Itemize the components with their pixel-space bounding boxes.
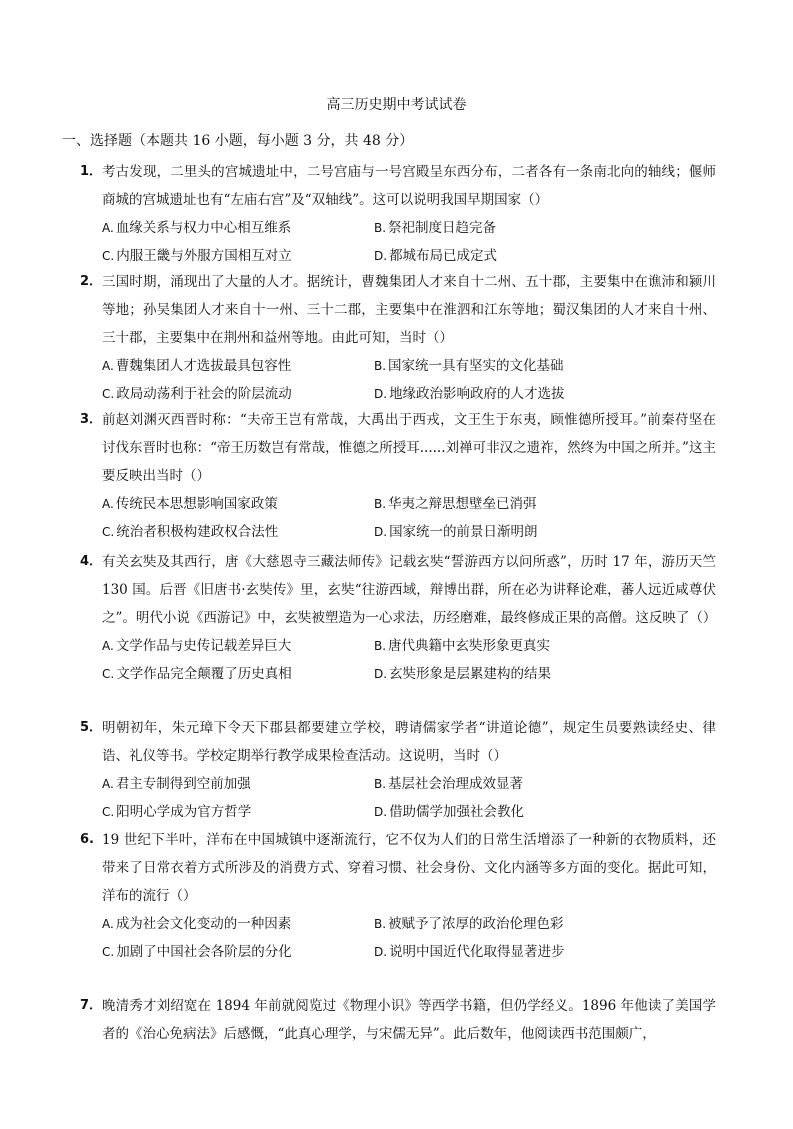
option-b[interactable]: B. 基层社会治理成效显著 (374, 776, 524, 792)
option-b[interactable]: B. 祭祀制度日趋完备 (374, 220, 497, 236)
option-a[interactable]: A. 传统民本思想影响国家政策 (102, 496, 278, 512)
option-d[interactable]: D. 都城布局已成定式 (374, 248, 498, 264)
section-heading: 一、选择题（本题共 16 小题，每小题 3 分，共 48 分） (62, 133, 414, 149)
option-a[interactable]: A. 成为社会文化变动的一种因素 (102, 916, 292, 932)
question-7 (80, 992, 716, 1048)
question-text: 前赵刘渊灭西晋时称：“夫帝王岂有常哉，大禹出于西戎，文王生于东夷，顾惟德所授耳。”前秦苻坚在讨伐东晋时也称：“帝王历数岂有常哉，惟德之所授耳......刘禅可非汉之遗祚，然终为中国之所并。”这主要反映出当时（） (102, 412, 716, 484)
question-text: 晚清秀才刘绍宽在 1894 年前就阅览过《物理小识》等西学书籍，但仍学经义。1896 年他读了美国学者的《治心免病法》后感慨，“此真心理学，与宋儒无异”。此后数年，他阅读西书范围颇广， (102, 998, 716, 1042)
option-d[interactable]: D. 玄奘形象是层累建构的结果 (374, 666, 552, 682)
option-a[interactable]: A. 君主专制得到空前加强 (102, 776, 251, 792)
option-d[interactable]: D. 国家统一的前景日渐明朗 (374, 524, 538, 540)
question-5 (80, 714, 716, 826)
exam-title: 高三历史期中考试试卷 (326, 97, 467, 113)
question-number: 5． (80, 720, 103, 735)
option-c[interactable]: C. 阳明心学成为官方哲学 (102, 804, 252, 820)
option-a[interactable]: A. 文学作品与史传记载差异巨大 (102, 638, 292, 654)
question-1 (80, 158, 716, 270)
option-b[interactable]: B. 被赋予了浓厚的政治伦理色彩 (374, 916, 564, 932)
question-text: 明朝初年，朱元璋下令天下郡县都要建立学校，聘请儒家学者“讲道论德”，规定生员要熟读经史、律诰、礼仪等书。学校定期举行教学成果检查活动。这说明，当时（） (102, 720, 716, 764)
question-text: 19 世纪下半叶，洋布在中国城镇中逐渐流行，它不仅为人们的日常生活增添了一种新的衣物质料，还带来了日常衣着方式所涉及的消费方式、穿着习惯、社会身份、文化内涵等多方面的变化。据此可知，洋布的流行（） (102, 832, 716, 904)
option-d[interactable]: D. 说明中国近代化取得显著进步 (374, 944, 565, 960)
question-text: 有关玄奘及其西行，唐《大慈恩寺三藏法师传》记载玄奘“誓游西方以问所惑”，历时 17 年，游历天竺 130 国。后晋《旧唐书·玄奘传》里，玄奘“往游西域，辩博出群，所在必为讲释论难，蕃人远近咸尊伏之”。明代小说《西游记》中，玄奘被塑造为一心求法，历经磨难，最终修成正果的高僧。这反映了（） (102, 554, 717, 626)
option-b[interactable]: B. 华夷之辩思想壁垒已消弭 (374, 496, 537, 512)
option-c[interactable]: C. 统治者积极构建政权合法性 (102, 524, 279, 540)
question-number: 3． (80, 412, 103, 427)
option-c[interactable]: C. 内服王畿与外服方国相互对立 (102, 248, 292, 264)
option-b[interactable]: B. 国家统一具有坚实的文化基础 (374, 358, 564, 374)
option-b[interactable]: B. 唐代典籍中玄奘形象更真实 (374, 638, 551, 654)
option-d[interactable]: D. 地缘政治影响政府的人才选拔 (374, 386, 565, 402)
question-text: 考古发现，二里头的宫城遗址中，二号宫庙与一号宫殿呈东西分布，二者各有一条南北向的轴线；偃师商城的宫城遗址也有“左庙右宫”及“双轴线”。这可以说明我国早期国家（） (102, 164, 716, 208)
option-c[interactable]: C. 加剧了中国社会各阶层的分化 (102, 944, 292, 960)
option-a[interactable]: A. 血缘关系与权力中心相互维系 (102, 220, 292, 236)
question-6 (80, 826, 716, 966)
question-text: 三国时期，涌现出了大量的人才。据统计，曹魏集团人才来自十二州、五十郡，主要集中在谯沛和颍川等地；孙吴集团人才来自十一州、三十二郡，主要集中在淮泗和江东等地；蜀汉集团的人才来自十州、三十郡，主要集中在荆州和益州等地。由此可知，当时（） (102, 274, 716, 346)
option-c[interactable]: C. 政局动荡利于社会的阶层流动 (102, 386, 292, 402)
question-3 (80, 406, 716, 546)
question-2 (80, 268, 716, 408)
option-a[interactable]: A. 曹魏集团人才选拔最具包容性 (102, 358, 292, 374)
question-number: 2． (80, 274, 103, 289)
question-number: 7． (80, 998, 103, 1013)
option-d[interactable]: D. 借助儒学加强社会教化 (374, 804, 525, 820)
question-number: 6. (80, 832, 94, 847)
question-number: 1． (80, 164, 103, 179)
option-c[interactable]: C. 文学作品完全颠覆了历史真相 (102, 666, 292, 682)
question-number: 4． (80, 554, 103, 569)
question-4 (80, 548, 716, 688)
